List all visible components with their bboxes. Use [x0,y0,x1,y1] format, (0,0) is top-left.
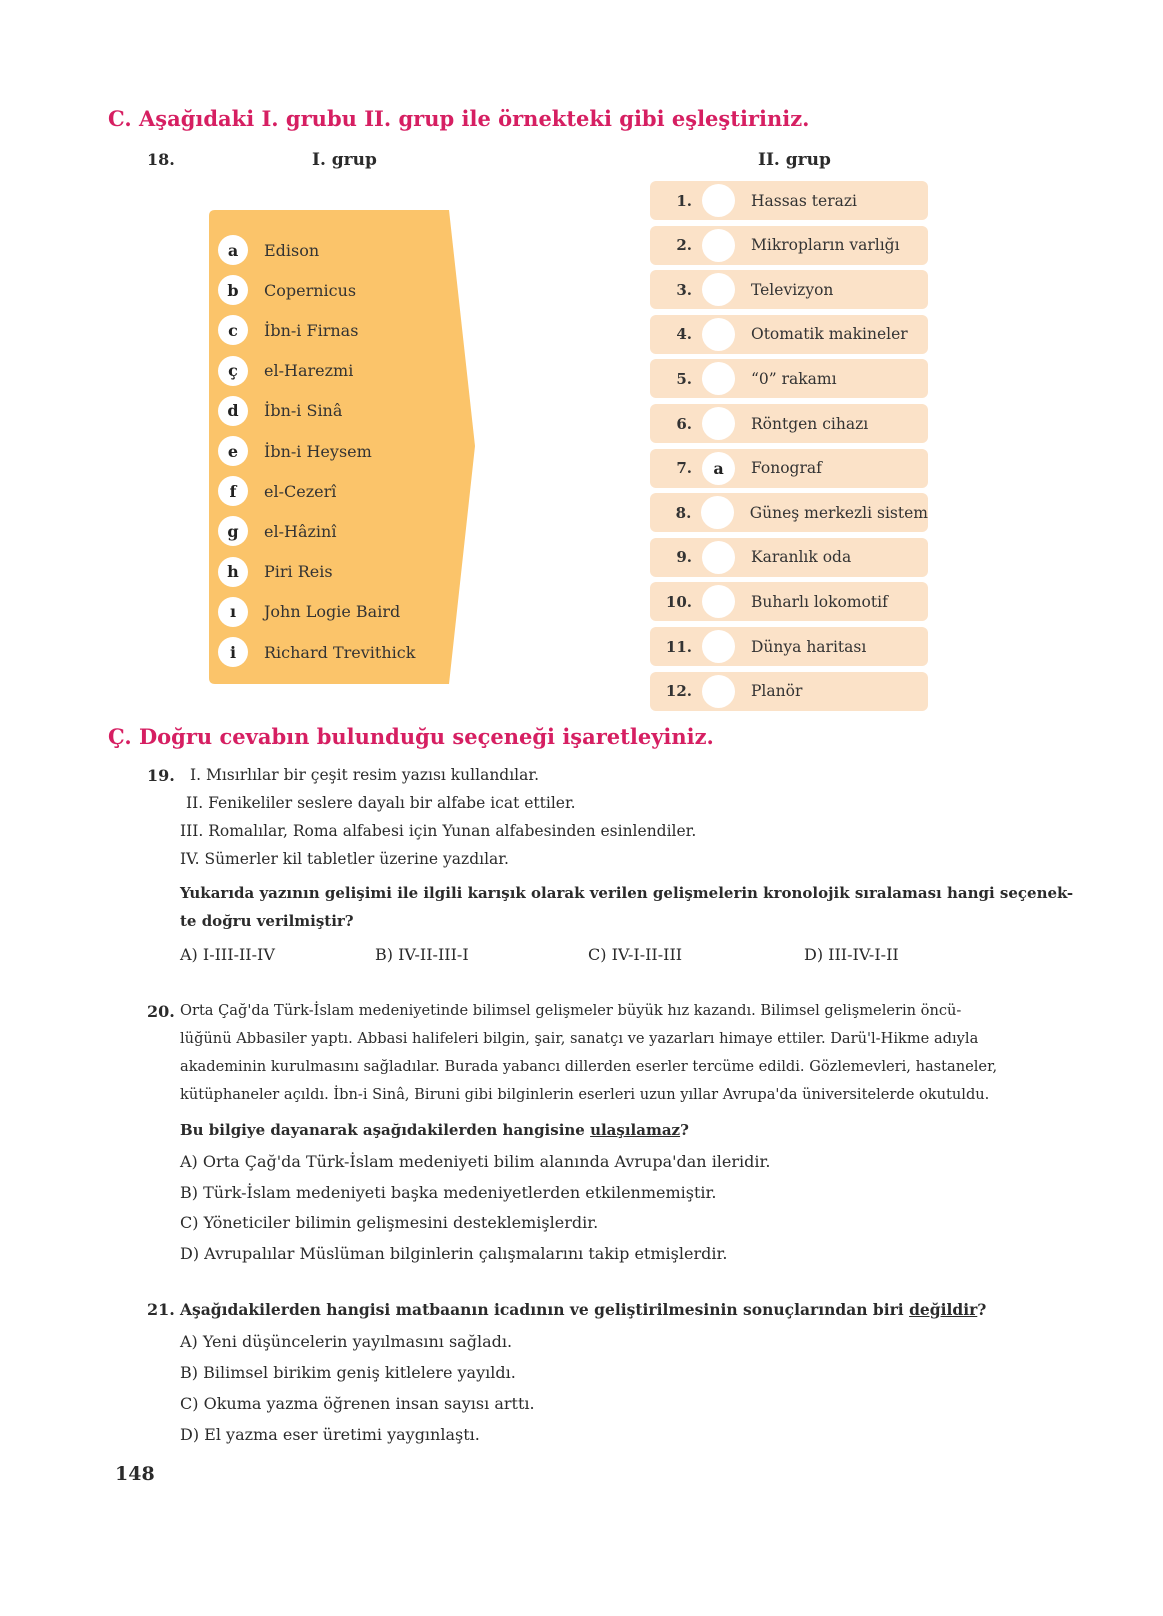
group1-item [218,635,415,669]
group2-item-name: Fonograf [751,459,822,478]
group2-item-name: Röntgen cihazı [751,414,869,433]
group2-item-number: 9. [676,548,692,567]
group1-item [218,434,372,468]
group2-item [650,404,928,443]
group2-item-name: Dünya haritası [751,637,867,656]
group2-item [650,672,928,711]
group2-item-number: 8. [675,503,692,522]
group1-item [218,354,353,388]
q20-paragraph-line3: akademinin kurulmasını sağladılar. Burada yabancı dillerden eserler tercüme edildi. Gözlemevleri, hastaneler, [180,1058,998,1075]
group1-item-letter: ç [218,356,248,386]
group2-item [650,359,928,398]
group2-answer-circle[interactable] [702,229,735,262]
question-21-number: 21. [147,1300,175,1319]
group2-item [650,270,928,309]
group2-item-name: Mikropların varlığı [751,236,900,255]
q19-option-c[interactable]: C) IV-I-II-III [588,945,683,964]
group1-item-letter: a [218,235,248,265]
q20-option-a[interactable]: A) Orta Çağ'da Türk-İslam medeniyeti bilim alanında Avrupa'dan ileridir. [180,1152,771,1171]
group2-answer-circle[interactable] [702,407,735,440]
group1-item [218,273,356,307]
group1-item-name: John Logie Baird [264,602,401,622]
group2-item-number: 12. [665,682,692,701]
group2-item [650,538,928,577]
group2-item-number: 3. [676,280,692,299]
group1-title: I. grup [312,150,377,170]
group2-answer-circle[interactable] [702,585,735,618]
q20-paragraph-line1: Orta Çağ'da Türk-İslam medeniyetinde bilimsel gelişmeler büyük hız kazandı. Bilimsel gelişmelerin öncü- [180,1002,962,1019]
group2-item [650,493,928,532]
group1-item [218,595,400,629]
group2-title: II. grup [758,150,831,170]
group1-item-letter: ı [218,597,248,627]
page-number: 148 [115,1463,155,1485]
q19-statement-3: III. Romalılar, Roma alfabesi için Yunan alfabesinden esinlendiler. [180,822,697,840]
group1-item-letter: h [218,557,248,587]
group2-item-number: 7. [676,459,692,478]
q21-prompt-underlined: değildir [909,1300,978,1319]
group2-item-name: Otomatik makineler [751,325,908,344]
group2-answer-circle[interactable] [702,362,735,395]
group1-item [218,555,333,589]
q19-prompt-line2: te doğru verilmiştir? [180,912,354,930]
q19-option-b[interactable]: B) IV-II-III-I [375,945,469,964]
group2-item-name: Karanlık oda [751,548,852,567]
group1-item [218,474,336,508]
group2-item [650,226,928,265]
q21-option-a[interactable]: A) Yeni düşüncelerin yayılmasını sağladı. [180,1332,513,1351]
section-cc-heading: Ç. Doğru cevabın bulunduğu seçeneği işaretleyiniz. [108,724,714,749]
group1-item-name: Edison [264,240,320,260]
group1-item-name: el-Harezmi [264,361,354,381]
group1-item-name: İbn-i Firnas [264,320,359,340]
group1-item-letter: b [218,275,248,305]
group1-item-letter: d [218,396,248,426]
q19-option-a[interactable]: A) I-III-II-IV [180,945,275,964]
group2-item-number: 1. [676,191,692,210]
group2-item-number: 10. [665,592,692,611]
q20-paragraph-line2: lüğünü Abbasiler yaptı. Abbasi halifeleri bilgin, şair, sanatçı ve yazarları himaye ettiler. Darü'l-Hikme adıyla [180,1030,979,1047]
group2-answer-circle[interactable] [701,496,733,529]
group2-answer-circle[interactable] [702,541,735,574]
group2-answer-circle[interactable] [702,184,735,217]
group2-answer-circle[interactable]: a [702,452,735,485]
group2-answer-circle[interactable] [702,273,735,306]
q20-option-c[interactable]: C) Yöneticiler bilimin gelişmesini desteklemişlerdir. [180,1213,599,1232]
q21-option-d[interactable]: D) El yazma eser üretimi yaygınlaştı. [180,1425,480,1444]
q20-prompt-underlined: ulaşılamaz [590,1121,681,1139]
group2-item-name: “0” rakamı [751,369,837,388]
group1-item-name: Piri Reis [264,562,333,582]
q19-option-d[interactable]: D) III-IV-I-II [804,945,899,964]
group2-item-name: Güneş merkezli sistem [749,503,928,522]
group2-answer-circle[interactable] [702,318,735,351]
question-20-number: 20. [147,1002,175,1021]
group1-item-letter: e [218,436,248,466]
group1-item [218,233,319,267]
group1-item-name: Copernicus [264,280,357,300]
q20-option-d[interactable]: D) Avrupalılar Müslüman bilginlerin çalışmalarını takip etmişlerdir. [180,1244,728,1263]
group1-item [218,313,358,347]
q19-statement-2: II. Fenikeliler seslere dayalı bir alfabe icat ettiler. [186,794,576,812]
group1-item-letter: i [218,637,248,667]
group1-item-name: Richard Trevithick [264,642,416,662]
group1-item [218,394,342,428]
group2-item-number: 4. [676,325,692,344]
group1-item-letter: g [218,516,248,546]
group2-item-name: Hassas terazi [751,191,857,210]
section-c-heading: C. Aşağıdaki I. grubu II. grup ile örnekteki gibi eşleştiriniz. [108,106,810,131]
group2-item-name: Buharlı lokomotif [751,592,888,611]
q20-paragraph-line4: kütüphaneler açıldı. İbn-i Sinâ, Biruni gibi bilginlerin eserleri uzun yıllar Avrupa'da üniversitelerde okutuldu. [180,1086,990,1103]
group1-item-name: İbn-i Sinâ [264,401,343,421]
group1-item-name: İbn-i Heysem [264,441,372,461]
group2-item [650,627,928,666]
group1-item [218,514,336,548]
q20-option-b[interactable]: B) Türk-İslam medeniyeti başka medeniyetlerden etkilenmemiştir. [180,1183,717,1202]
group2-item-number: 6. [676,414,692,433]
question-19-number: 19. [147,766,175,785]
q19-prompt-line1: Yukarıda yazının gelişimi ile ilgili karışık olarak verilen gelişmelerin kronolojik sıralaması hangi seçenek- [180,884,1074,902]
group1-item-name: el-Cezerî [264,481,337,501]
group2-item-number: 11. [665,637,692,656]
group2-item-number: 5. [676,369,692,388]
group2-item [650,582,928,621]
group2-item-name: Planör [751,682,803,701]
group2-item-name: Televizyon [751,280,834,299]
q19-statement-1: I. Mısırlılar bir çeşit resim yazısı kullandılar. [190,766,540,784]
group2-answer-circle[interactable] [702,675,735,708]
question-18-number: 18. [147,150,175,169]
q19-statement-4: IV. Sümerler kil tabletler üzerine yazdılar. [180,850,509,868]
group1-item-letter: c [218,315,248,345]
group2-item-number: 2. [676,236,692,255]
group2-item [650,181,928,220]
q21-option-b[interactable]: B) Bilimsel birikim geniş kitlelere yayıldı. [180,1363,516,1382]
group2-answer-circle[interactable] [702,630,735,663]
q20-prompt: Bu bilgiye dayanarak aşağıdakilerden hangisine ulaşılamaz? [180,1121,689,1139]
group1-item-letter: f [218,476,248,506]
q21-prompt: Aşağıdakilerden hangisi matbaanın icadının ve geliştirilmesinin sonuçlarından biri değildir? [180,1300,987,1319]
group1-item-name: el-Hâzinî [264,521,337,541]
group2-item [650,315,928,354]
q21-option-c[interactable]: C) Okuma yazma öğrenen insan sayısı arttı. [180,1394,535,1413]
group2-item [650,449,928,488]
